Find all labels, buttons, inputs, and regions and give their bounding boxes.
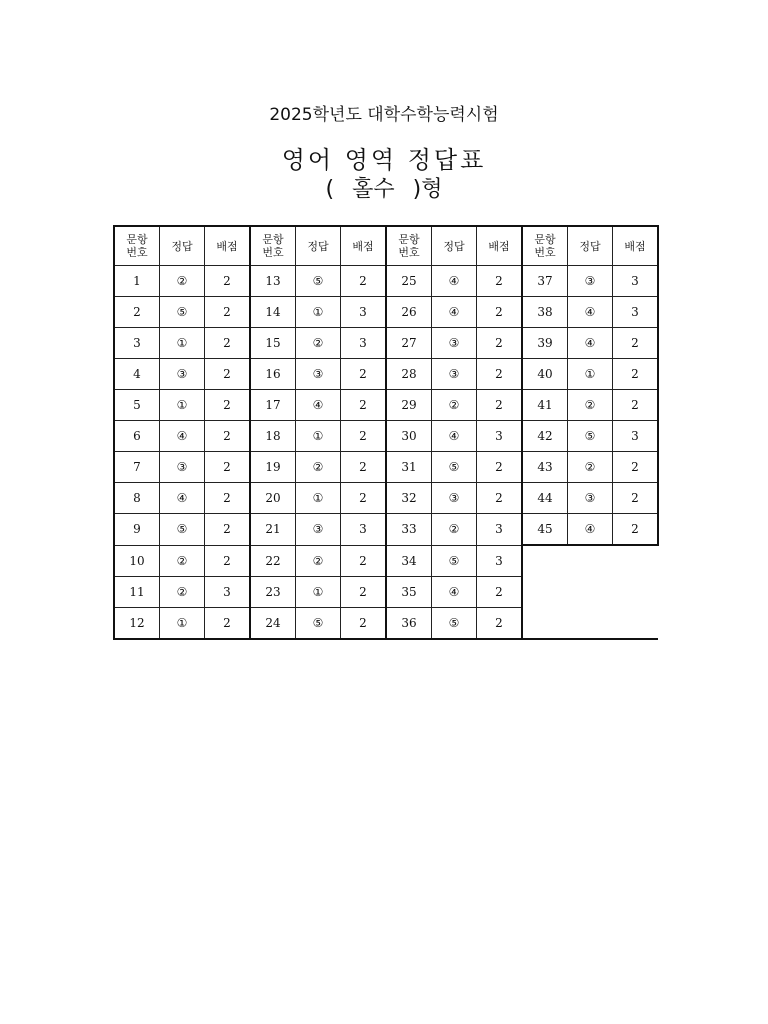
answer-cell: ④	[160, 421, 205, 452]
col-header-answer: 정답	[568, 226, 613, 266]
points-cell: 2	[477, 452, 523, 483]
table-row	[114, 545, 658, 576]
question-number-cell: 36	[386, 607, 432, 639]
col-header-number	[114, 226, 160, 266]
points-cell: 2	[477, 483, 523, 514]
answer-cell: ⑤	[296, 266, 341, 297]
empty-cell	[522, 545, 568, 576]
answer-cell: ③	[432, 328, 477, 359]
table-row	[114, 576, 658, 607]
answer-cell: ①	[568, 359, 613, 390]
points-cell: 3	[205, 576, 251, 607]
points-cell: 3	[477, 514, 523, 546]
answer-cell: ④	[432, 576, 477, 607]
question-number-cell: 14	[250, 297, 296, 328]
question-number-cell: 1	[114, 266, 160, 297]
question-number-cell: 2	[114, 297, 160, 328]
points-cell: 2	[205, 297, 251, 328]
answer-cell: ④	[568, 328, 613, 359]
question-number-cell: 21	[250, 514, 296, 546]
answer-cell: ②	[296, 545, 341, 576]
question-number-cell: 44	[522, 483, 568, 514]
answer-cell: ④	[432, 266, 477, 297]
empty-cell	[568, 576, 613, 607]
points-cell: 2	[477, 266, 523, 297]
points-cell: 3	[477, 545, 523, 576]
question-number-cell: 34	[386, 545, 432, 576]
points-cell: 2	[341, 452, 387, 483]
question-number-cell: 16	[250, 359, 296, 390]
answer-cell: ②	[296, 452, 341, 483]
question-number-cell: 13	[250, 266, 296, 297]
subject-title: 영어 영역 정답표	[281, 146, 487, 174]
col-header-number-line1: 문항	[262, 233, 284, 246]
answer-cell: ③	[432, 483, 477, 514]
question-number-cell: 39	[522, 328, 568, 359]
question-number-cell: 10	[114, 545, 160, 576]
answer-cell: ①	[296, 576, 341, 607]
points-cell: 2	[613, 452, 659, 483]
points-cell: 2	[613, 359, 659, 390]
table-row	[114, 328, 658, 359]
answer-cell: ②	[568, 390, 613, 421]
question-number-cell: 40	[522, 359, 568, 390]
question-number-cell: 45	[522, 514, 568, 546]
col-header-number	[386, 226, 432, 266]
question-number-cell: 26	[386, 297, 432, 328]
points-cell: 2	[477, 328, 523, 359]
answer-cell: ②	[432, 514, 477, 546]
col-header-number	[522, 226, 568, 266]
answer-cell: ②	[160, 266, 205, 297]
question-number-cell: 17	[250, 390, 296, 421]
table-row	[114, 421, 658, 452]
answer-cell: ①	[296, 483, 341, 514]
points-cell: 2	[341, 576, 387, 607]
question-number-cell: 30	[386, 421, 432, 452]
answer-cell: ⑤	[160, 514, 205, 546]
col-header-number-line1: 문항	[126, 233, 148, 246]
table-row	[114, 266, 658, 297]
answer-cell: ①	[296, 297, 341, 328]
answer-cell: ②	[432, 390, 477, 421]
question-number-cell: 8	[114, 483, 160, 514]
points-cell: 2	[477, 607, 523, 639]
question-number-cell: 43	[522, 452, 568, 483]
points-cell: 2	[613, 483, 659, 514]
points-cell: 2	[205, 545, 251, 576]
points-cell: 2	[205, 607, 251, 639]
answer-cell: ④	[160, 483, 205, 514]
empty-cell	[522, 576, 568, 607]
col-header-answer: 정답	[296, 226, 341, 266]
col-header-number-line1: 문항	[534, 233, 556, 246]
points-cell: 2	[205, 359, 251, 390]
points-cell: 3	[613, 266, 659, 297]
points-cell: 2	[205, 452, 251, 483]
answer-cell: ⑤	[432, 607, 477, 639]
question-number-cell: 38	[522, 297, 568, 328]
answer-cell: ①	[296, 421, 341, 452]
answer-cell: ⑤	[296, 607, 341, 639]
table-row	[114, 390, 658, 421]
question-number-cell: 7	[114, 452, 160, 483]
empty-cell	[613, 576, 659, 607]
answer-cell: ④	[432, 421, 477, 452]
empty-cell	[613, 607, 659, 639]
question-number-cell: 19	[250, 452, 296, 483]
answer-cell: ③	[296, 514, 341, 546]
table-row	[114, 452, 658, 483]
empty-cell	[568, 545, 613, 576]
question-number-cell: 41	[522, 390, 568, 421]
points-cell: 3	[613, 297, 659, 328]
answer-cell: ④	[568, 514, 613, 546]
answer-cell: ③	[160, 359, 205, 390]
col-header-answer: 정답	[432, 226, 477, 266]
question-number-cell: 3	[114, 328, 160, 359]
question-number-cell: 24	[250, 607, 296, 639]
table-row	[114, 297, 658, 328]
answer-cell: ③	[568, 483, 613, 514]
question-number-cell: 4	[114, 359, 160, 390]
table-row	[114, 514, 658, 546]
question-number-cell: 22	[250, 545, 296, 576]
table-body	[114, 266, 658, 639]
answer-cell: ④	[432, 297, 477, 328]
points-cell: 2	[205, 514, 251, 546]
answer-cell: ②	[296, 328, 341, 359]
question-number-cell: 28	[386, 359, 432, 390]
col-header-number-line2: 번호	[398, 246, 420, 259]
points-cell: 2	[205, 266, 251, 297]
points-cell: 2	[477, 576, 523, 607]
points-cell: 2	[341, 545, 387, 576]
points-cell: 3	[341, 514, 387, 546]
table-row	[114, 607, 658, 639]
empty-cell	[613, 545, 659, 576]
answer-cell: ④	[296, 390, 341, 421]
col-header-number-line2: 번호	[262, 246, 284, 259]
answer-cell: ②	[568, 452, 613, 483]
answer-cell: ⑤	[160, 297, 205, 328]
question-number-cell: 29	[386, 390, 432, 421]
col-header-number-line1: 문항	[398, 233, 420, 246]
question-number-cell: 42	[522, 421, 568, 452]
points-cell: 2	[205, 390, 251, 421]
question-number-cell: 5	[114, 390, 160, 421]
question-number-cell: 18	[250, 421, 296, 452]
question-number-cell: 11	[114, 576, 160, 607]
col-header-answer: 정답	[160, 226, 205, 266]
col-header-points: 배점	[613, 226, 659, 266]
table-row	[114, 359, 658, 390]
answer-cell: ④	[568, 297, 613, 328]
question-number-cell: 15	[250, 328, 296, 359]
question-number-cell: 23	[250, 576, 296, 607]
answer-cell: ①	[160, 328, 205, 359]
points-cell: 3	[613, 421, 659, 452]
col-header-number-line2: 번호	[126, 246, 148, 259]
points-cell: 2	[477, 297, 523, 328]
empty-cell	[522, 607, 568, 639]
answer-cell: ①	[160, 390, 205, 421]
answer-cell: ①	[160, 607, 205, 639]
points-cell: 2	[341, 359, 387, 390]
points-cell: 3	[341, 328, 387, 359]
answer-cell: ②	[160, 576, 205, 607]
answer-cell: ③	[568, 266, 613, 297]
answer-cell: ⑤	[432, 545, 477, 576]
answer-cell: ②	[160, 545, 205, 576]
points-cell: 2	[205, 421, 251, 452]
question-number-cell: 20	[250, 483, 296, 514]
table-header-row	[114, 226, 658, 266]
points-cell: 2	[205, 483, 251, 514]
question-number-cell: 27	[386, 328, 432, 359]
answer-table	[113, 225, 659, 640]
points-cell: 2	[205, 328, 251, 359]
exam-title: 2025학년도 대학수학능력시험	[269, 105, 499, 125]
points-cell: 2	[613, 514, 659, 546]
type-open-paren: (	[325, 177, 335, 202]
points-cell: 2	[477, 359, 523, 390]
question-number-cell: 6	[114, 421, 160, 452]
question-number-cell: 25	[386, 266, 432, 297]
points-cell: 2	[341, 607, 387, 639]
points-cell: 2	[341, 390, 387, 421]
answer-cell: ③	[160, 452, 205, 483]
answer-cell: ⑤	[568, 421, 613, 452]
points-cell: 3	[477, 421, 523, 452]
question-number-cell: 9	[114, 514, 160, 546]
points-cell: 2	[613, 328, 659, 359]
question-number-cell: 12	[114, 607, 160, 639]
col-header-points: 배점	[341, 226, 387, 266]
exam-type	[0, 172, 768, 203]
type-close-paren: )형	[412, 177, 443, 202]
question-number-cell: 32	[386, 483, 432, 514]
points-cell: 2	[477, 390, 523, 421]
empty-cell	[568, 607, 613, 639]
col-header-number	[250, 226, 296, 266]
question-number-cell: 37	[522, 266, 568, 297]
question-number-cell: 35	[386, 576, 432, 607]
answer-cell: ③	[432, 359, 477, 390]
col-header-points: 배점	[477, 226, 523, 266]
points-cell: 3	[341, 297, 387, 328]
points-cell: 2	[613, 390, 659, 421]
points-cell: 2	[341, 266, 387, 297]
col-header-points: 배점	[205, 226, 251, 266]
question-number-cell: 33	[386, 514, 432, 546]
answer-cell: ⑤	[432, 452, 477, 483]
points-cell: 2	[341, 483, 387, 514]
type-name: 홀수	[352, 177, 395, 202]
table-row	[114, 483, 658, 514]
answer-cell: ③	[296, 359, 341, 390]
question-number-cell: 31	[386, 452, 432, 483]
col-header-number-line2: 번호	[534, 246, 556, 259]
points-cell: 2	[341, 421, 387, 452]
